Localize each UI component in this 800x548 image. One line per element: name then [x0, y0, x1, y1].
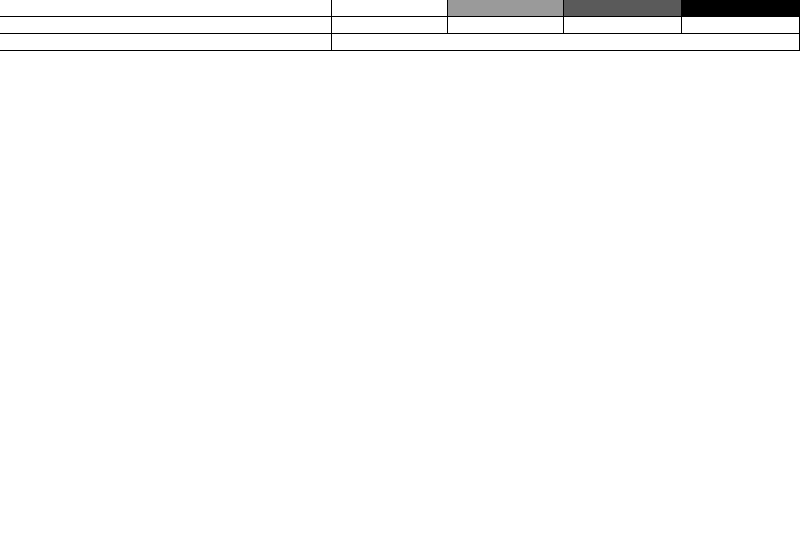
- factor-label: [0, 17, 332, 34]
- blank-cell: [448, 34, 800, 51]
- blank-cell: [0, 0, 270, 17]
- section-title: [332, 34, 448, 51]
- factor-row: [0, 17, 800, 34]
- factor-4[interactable]: [682, 17, 800, 34]
- section-row: [0, 34, 800, 51]
- col-header-2[interactable]: [448, 0, 564, 17]
- blank-cell: [270, 0, 332, 17]
- factor-2[interactable]: [448, 17, 564, 34]
- factor-3[interactable]: [564, 17, 682, 34]
- blank-cell: [0, 34, 332, 51]
- col-header-4[interactable]: [682, 0, 800, 17]
- col-header-3[interactable]: [564, 0, 682, 17]
- header-row: [0, 0, 800, 17]
- col-header-1[interactable]: [332, 0, 448, 17]
- factor-1[interactable]: [332, 17, 448, 34]
